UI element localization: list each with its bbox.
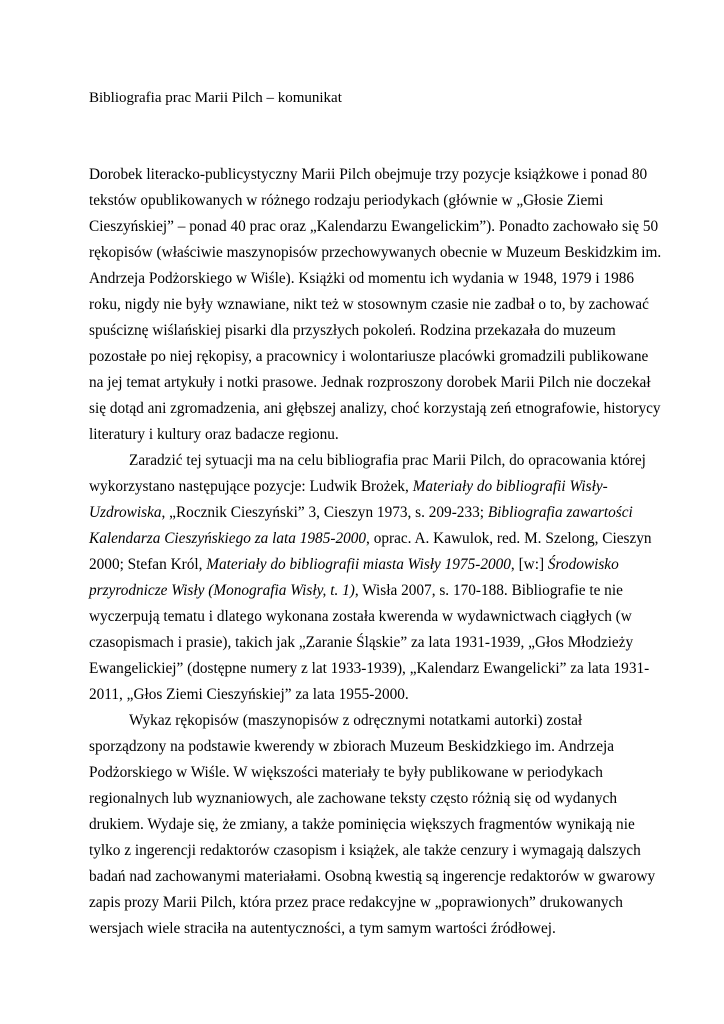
text-line	[89, 396, 661, 422]
text-line	[89, 318, 649, 344]
text-segment: Cieszyńskiej” – ponad 40 prac oraz „Kalendarzu Ewangelickim”). Ponadto zachowało się 50	[89, 218, 659, 235]
italic-text: Uzdrowiska	[89, 504, 162, 521]
text-line	[89, 214, 659, 240]
text-segment: badań nad zachowanymi materiałami. Osobną kwestią są ingerencje redaktorów w gwarowy	[89, 868, 656, 885]
text-line	[89, 916, 649, 942]
text-line	[89, 838, 649, 864]
text-segment: 2000; Stefan Król,	[89, 556, 207, 573]
text-line	[89, 708, 649, 734]
text-line	[89, 292, 649, 318]
text-segment: , [w:]	[510, 556, 548, 573]
text-line	[89, 526, 652, 552]
text-line	[89, 500, 649, 526]
text-line	[89, 630, 649, 656]
text-line	[89, 656, 649, 682]
text-segment: Zaradzić tej sytuacji ma na celu bibliografia prac Marii Pilch, do opracowania której	[129, 452, 646, 469]
text-line	[89, 734, 649, 760]
text-line	[89, 448, 649, 474]
text-segment: pozostałe po niej rękopisy, a pracownicy i wolontariusze placówki gromadzili publikowane	[89, 348, 649, 365]
text-segment: sporządzony na podstawie kwerendy w zbiorach Muzeum Beskidzkiego im. Andrzeja	[89, 738, 615, 755]
text-segment: tekstów opublikowanych w różnego rodzaju periodykach (głównie w „Głosie Ziemi	[89, 192, 604, 209]
text-line	[89, 682, 649, 708]
text-segment: wykorzystano następujące pozycje: Ludwik Brożek,	[89, 478, 413, 495]
text-line	[89, 864, 656, 890]
text-line	[89, 552, 649, 578]
italic-text: Środowisko	[547, 556, 619, 573]
paragraph	[89, 448, 652, 708]
text-line	[89, 578, 649, 604]
text-line	[89, 786, 649, 812]
text-segment: wyczerpują tematu i dlatego wykonana została kwerenda w wydawnictwach ciągłych (w	[89, 608, 632, 625]
italic-text: Bibliografia zawartości	[487, 504, 633, 521]
text-segment: czasopismach i prasie), takich jak „Zaranie Śląskie” za lata 1931-1939, „Głos Młodzieży	[89, 634, 634, 651]
text-line	[89, 162, 649, 188]
document-title: Bibliografia prac Marii Pilch – komunikat	[89, 90, 342, 106]
text-line	[89, 344, 649, 370]
text-segment: zapis prozy Marii Pilch, która przez prace redakcyjne w „poprawionych” drukowanych	[89, 894, 623, 911]
text-segment: literatury i kultury oraz badacze regionu.	[89, 426, 339, 443]
text-segment: tylko z ingerencji redaktorów czasopism i książek, ale także cenzury i wymagają dalszych	[89, 842, 641, 859]
text-segment: się dotąd ani zgromadzenia, ani głębszej analizy, choć korzystają zeń etnografowie, historycy	[89, 400, 661, 417]
italic-text: przyrodnicze Wisły (Monografia Wisły, t. 1)	[89, 582, 355, 599]
text-segment: , „Rocznik Cieszyński” 3, Cieszyn 1973, s. 209-233;	[161, 504, 488, 521]
text-line	[89, 188, 649, 214]
text-segment: na jej temat artykuły i notki prasowe. Jednak rozproszony dorobek Marii Pilch nie doczekał	[89, 374, 651, 391]
text-segment: rękopisów (właściwie maszynopisów przechowywanych obecnie w Muzeum Beskidzkim im.	[89, 244, 662, 261]
text-segment: wersjach wiele straciła na autentyczności, a tym samym wartości źródłowej.	[89, 920, 556, 937]
text-line	[89, 266, 649, 292]
text-segment: regionalnych lub wyznaniowych, ale zachowane teksty często różnią się od wydanych	[89, 790, 617, 807]
text-segment: , oprac. A. Kawulok, red. M. Szelong, Cieszyn	[366, 530, 652, 547]
paragraph	[89, 708, 656, 942]
text-segment: Ewangelickiej” (dostępne numery z lat 1933-1939), „Kalendarz Ewangelicki” za lata 1931-	[89, 660, 650, 677]
text-line	[89, 370, 649, 396]
text-line	[89, 812, 649, 838]
document-body	[89, 162, 662, 942]
italic-text: Materiały do bibliografii Wisły-	[412, 478, 608, 495]
text-segment: spuściznę wiślańskiej pisarki dla przyszłych pokoleń. Rodzina przekazała do muzeum	[89, 322, 616, 339]
text-segment: , Wisła 2007, s. 170-188. Bibliografie te nie	[354, 582, 623, 599]
text-segment: Dorobek literacko-publicystyczny Marii Pilch obejmuje trzy pozycje książkowe i ponad 80	[89, 166, 648, 183]
text-segment: Wykaz rękopisów (maszynopisów z odręcznymi notatkami autorki) został	[129, 712, 583, 729]
text-segment: Podżorskiego w Wiśle. W większości materiały te były publikowane w periodykach	[89, 764, 603, 781]
paragraph	[89, 162, 662, 448]
italic-text: Kalendarza Cieszyńskiego za lata 1985-2000	[89, 530, 367, 547]
text-line	[89, 604, 649, 630]
text-segment: Andrzeja Podżorskiego w Wiśle). Książki od momentu ich wydania w 1948, 1979 i 1986	[89, 270, 635, 287]
text-line	[89, 760, 649, 786]
text-line	[89, 422, 649, 448]
text-segment: roku, nigdy nie były wznawiane, nikt też w stosownym czasie nie zadbał o to, by zachować	[89, 296, 649, 313]
text-segment: 2011, „Głos Ziemi Cieszyńskiej” za lata 1955-2000.	[89, 686, 409, 703]
text-segment: drukiem. Wydaje się, że zmiany, a także pominięcia większych fragmentów wynikają nie	[89, 816, 635, 833]
text-line	[89, 240, 662, 266]
text-line	[89, 474, 649, 500]
italic-text: Materiały do bibliografii miasta Wisły 1975-2000	[206, 556, 511, 573]
text-line	[89, 890, 649, 916]
